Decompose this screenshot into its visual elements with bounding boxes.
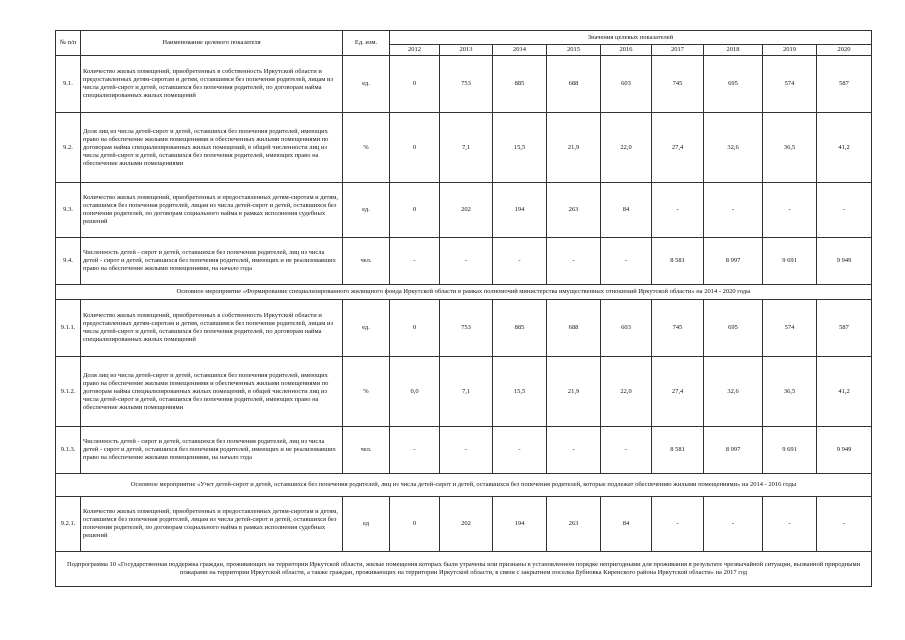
value-cell: 15,5 [493,357,547,427]
value-cell: - [704,497,763,552]
value-cell: - [763,497,817,552]
value-cell: 753 [440,300,493,357]
value-cell: - [652,497,704,552]
value-cell: 36,5 [763,357,817,427]
value-cell: 695 [704,300,763,357]
value-cell: 8 581 [652,238,704,285]
indicator-name: Количество жилых помещений, приобретенных в собственность Иркутской области и предоставленных детям-сиротам и детям, оставшимся без попечения родителей, лицам из числа детей-сирот и детей, оставшихся без попечения родителей, по договорам найма специализированных жилых помещений [81,56,343,113]
target-indicators-table [55,30,872,587]
header-year: 2019 [763,45,817,56]
value-cell: 202 [440,497,493,552]
value-cell: 574 [763,56,817,113]
value-cell: 84 [601,497,652,552]
header-unit: Ед. изм. [343,31,390,56]
value-cell: 263 [547,497,601,552]
value-cell: 885 [493,56,547,113]
table-row [56,497,872,552]
value-cell: 32,6 [704,113,763,183]
header-num: № п/п [56,31,81,56]
value-cell: 21,9 [547,357,601,427]
value-cell: 84 [601,183,652,238]
value-cell: 0 [390,113,440,183]
header-year: 2016 [601,45,652,56]
indicator-name: Доля лиц из числа детей-сирот и детей, оставшихся без попечения родителей, имеющих право на обеспечение жилыми помещениями и обеспеченных жилыми помещениями по договорам найма специализированных жилых помещений, в общей численности лиц из числа детей-сирот и детей, оставшихся без попечения родителей, имеющих право на обеспечение жилыми помещениями [81,113,343,183]
row-number: 9.2. [56,113,81,183]
value-cell: 745 [652,56,704,113]
document-page [55,30,872,587]
indicator-name: Количество жилых помещений, приобретенных и предоставленных детям-сиротам и детям, оставшимся без попечения родителей, лицам из числа детей-сирот и детей, оставшихся без попечения родителей, по договорам социального найма в рамках исполнения судебных решений [81,497,343,552]
value-cell: 7,1 [440,113,493,183]
indicator-name: Численность детей - сирот и детей, оставшихся без попечения родителей, лиц из числа детей - сирот и детей, оставшихся без попечения родителей, имеющих и не реализовавших право на обеспечение жилыми помещениями, на начало года [81,238,343,285]
value-cell: 0 [390,56,440,113]
header-year: 2017 [652,45,704,56]
value-cell: - [763,183,817,238]
value-cell: 15,5 [493,113,547,183]
value-cell: - [493,238,547,285]
value-cell: - [390,427,440,474]
value-cell: - [601,427,652,474]
section-title: Основное мероприятие «Формирование специализированного жилищного фонда Иркутской области в рамках полномочий министерства имущественных отношений Иркутской области» на 2014 - 2020 годы [56,285,872,300]
value-cell: 8 997 [704,238,763,285]
indicator-name: Доля лиц из числа детей-сирот и детей, оставшихся без попечения родителей, имеющих право на обеспечение жилыми помещениями и обеспеченных жилыми помещениями по договорам найма специализированных жилых помещений, в общей численности лиц из числа детей-сирот и детей, оставшихся без попечения родителей, имеющих право на обеспечение жилыми помещениями [81,357,343,427]
value-cell: - [547,427,601,474]
unit-cell: чел. [343,238,390,285]
value-cell: 688 [547,56,601,113]
value-cell: - [601,238,652,285]
value-cell: 574 [763,300,817,357]
row-number: 9.1.3. [56,427,81,474]
value-cell: 603 [601,300,652,357]
value-cell: - [390,238,440,285]
header-year: 2018 [704,45,763,56]
value-cell: 41,2 [817,113,872,183]
unit-cell: ед. [343,300,390,357]
header-year: 2015 [547,45,601,56]
value-cell: 8 997 [704,427,763,474]
value-cell: 9 949 [817,427,872,474]
header-values-title: Значения целевых показателей [390,31,872,45]
value-cell: 688 [547,300,601,357]
value-cell: 753 [440,56,493,113]
value-cell: 36,5 [763,113,817,183]
value-cell: 885 [493,300,547,357]
row-number: 9.1. [56,56,81,113]
table-row [56,427,872,474]
unit-cell: % [343,357,390,427]
indicator-name: Количество жилых помещений, приобретенных в собственность Иркутской области и предоставленных детям-сиротам и детям, оставшимся без попечения родителей, лицам из числа детей-сирот и детей, оставшихся без попечения родителей, по договорам найма специализированных жилых помещений [81,300,343,357]
value-cell: - [704,183,763,238]
value-cell: 21,9 [547,113,601,183]
value-cell: 194 [493,497,547,552]
section-row [56,474,872,497]
table-row [56,183,872,238]
row-number: 9.4. [56,238,81,285]
unit-cell: ед. [343,183,390,238]
row-number: 9.1.2. [56,357,81,427]
value-cell: - [547,238,601,285]
value-cell: 0 [390,300,440,357]
value-cell: 202 [440,183,493,238]
value-cell: 695 [704,56,763,113]
value-cell: 587 [817,300,872,357]
section-row [56,552,872,587]
unit-cell: ед. [343,56,390,113]
value-cell: 22,0 [601,357,652,427]
unit-cell: ед [343,497,390,552]
section-row [56,285,872,300]
table-row [56,56,872,113]
value-cell: 32,6 [704,357,763,427]
value-cell: 27,4 [652,113,704,183]
indicator-name: Численность детей - сирот и детей, оставшихся без попечения родителей, лиц из числа детей - сирот и детей, оставшихся без попечения родителей, имеющих и не реализовавших право на обеспечение жилыми помещениями, на начало года [81,427,343,474]
value-cell: 0,0 [390,357,440,427]
section-title: Основное мероприятие «Учет детей-сирот и детей, оставшихся без попечения родителей, лиц из числа детей-сирот и детей, оставшихся без попечения родителей, которые подлежат обеспечению жилыми помещениями» на 2014 - 2016 годы [56,474,872,497]
value-cell: - [440,238,493,285]
value-cell: 263 [547,183,601,238]
row-number: 9.2.1. [56,497,81,552]
row-number: 9.1.1. [56,300,81,357]
value-cell: 22,0 [601,113,652,183]
value-cell: 9 691 [763,238,817,285]
section-title: Подпрограмма 10 «Государственная поддержка граждан, проживающих на территории Иркутской области, жилые помещения которых были утрачены или признаны в установленном порядке непригодными для проживания в результате чрезвычайной ситуации, вызванной природными пожарами на территории Иркутской области, а также граждан, проживающих на территории Иркутской области, в связи с закрытием поселка Бубновка Киренского района Иркутской области» на 2017 год [56,552,872,587]
unit-cell: % [343,113,390,183]
indicator-name: Количество жилых помещений, приобретенных и предоставленных детям-сиротам и детям, оставшимся без попечения родителей, лицам из числа детей-сирот и детей, оставшихся без попечения родителей, по договорам социального найма в рамках исполнения судебных решений [81,183,343,238]
value-cell: 9 949 [817,238,872,285]
table-row [56,113,872,183]
value-cell: 587 [817,56,872,113]
header-year: 2020 [817,45,872,56]
value-cell: 7,1 [440,357,493,427]
value-cell: 41,2 [817,357,872,427]
table-row [56,357,872,427]
row-number: 9.3. [56,183,81,238]
header-year: 2013 [440,45,493,56]
value-cell: 745 [652,300,704,357]
value-cell: - [817,497,872,552]
value-cell: 0 [390,497,440,552]
value-cell: 9 691 [763,427,817,474]
value-cell: 194 [493,183,547,238]
value-cell: - [440,427,493,474]
table-row [56,238,872,285]
header-name: Наименование целевого показателя [81,31,343,56]
value-cell: 603 [601,56,652,113]
value-cell: 0 [390,183,440,238]
unit-cell: чел. [343,427,390,474]
value-cell: - [493,427,547,474]
value-cell: - [652,183,704,238]
table-row [56,300,872,357]
value-cell: 27,4 [652,357,704,427]
value-cell: 8 581 [652,427,704,474]
header-year: 2012 [390,45,440,56]
header-year: 2014 [493,45,547,56]
value-cell: - [817,183,872,238]
